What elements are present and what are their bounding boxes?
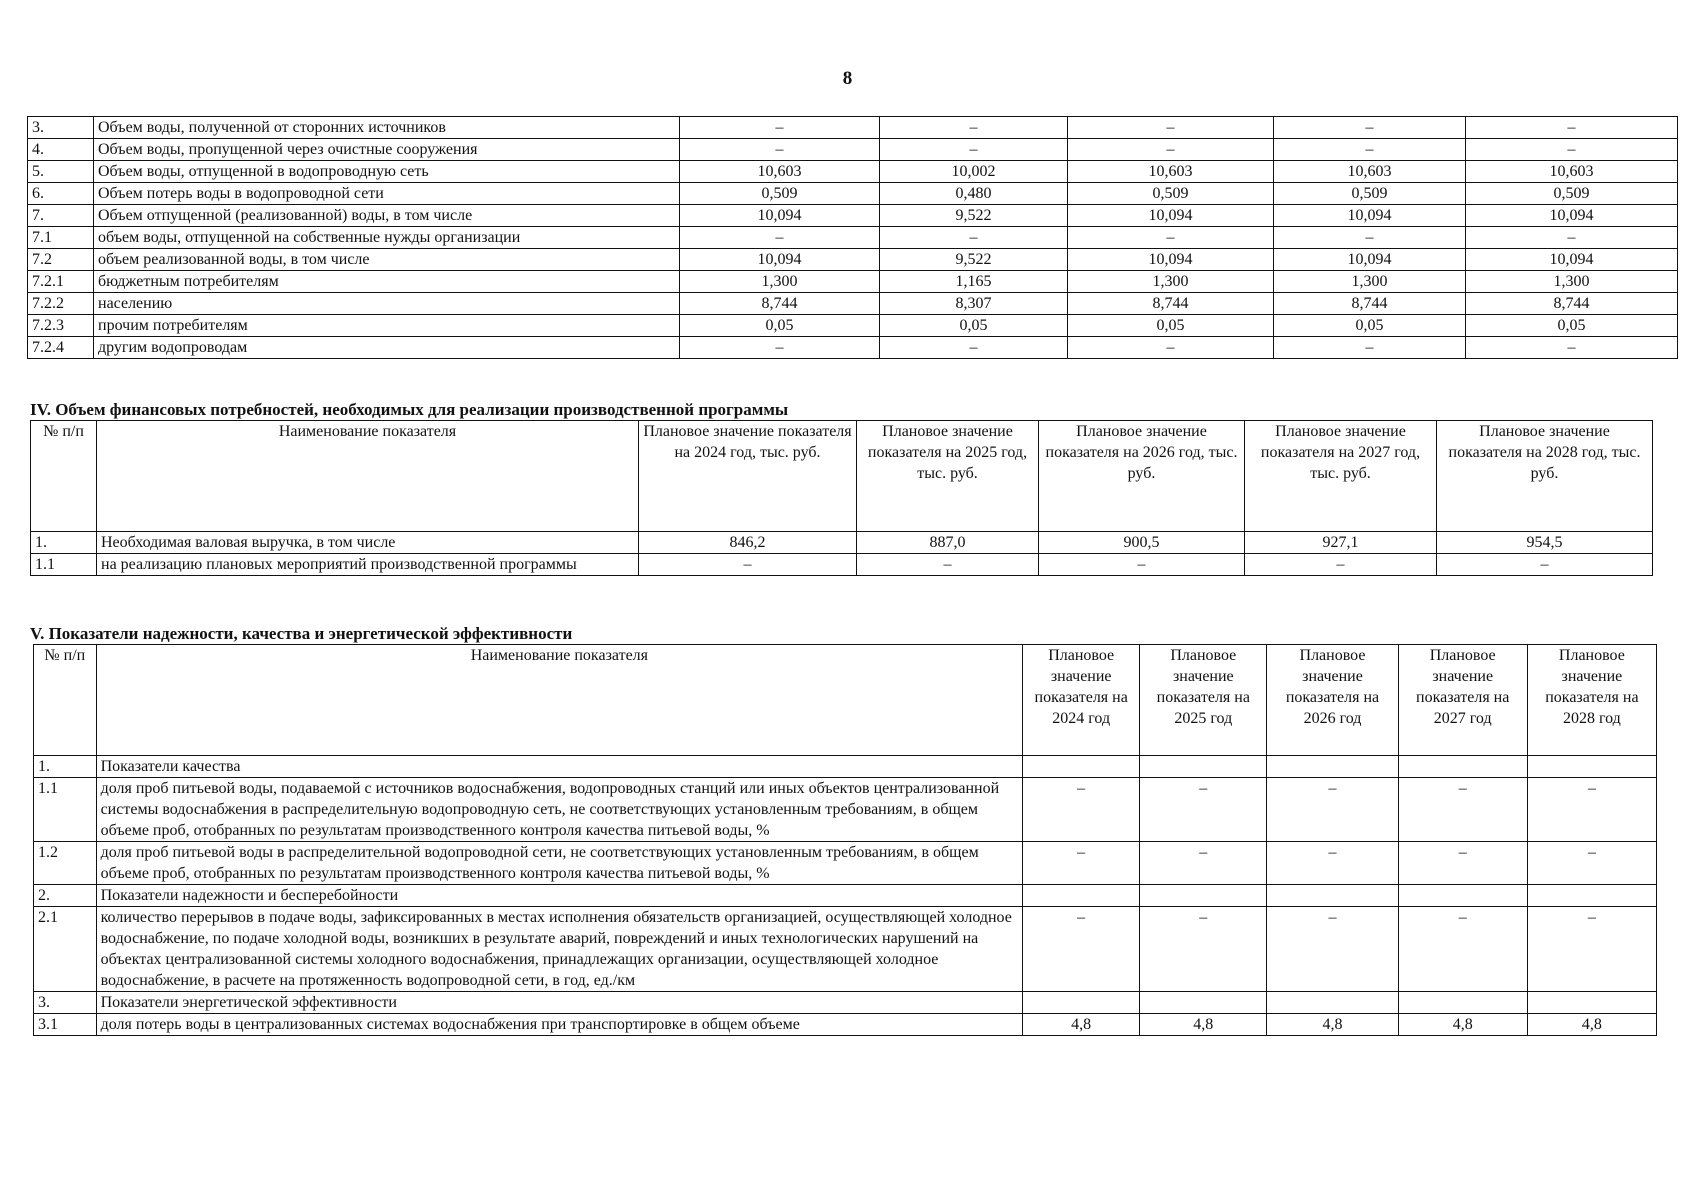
value-cell: –	[1527, 842, 1656, 885]
value-cell: 1,300	[1274, 271, 1466, 293]
value-cell: –	[1039, 554, 1245, 576]
value-cell: 0,05	[880, 315, 1068, 337]
value-cell: 0,480	[880, 183, 1068, 205]
value-cell: 10,094	[1068, 249, 1274, 271]
value-cell: 8,744	[1068, 293, 1274, 315]
row-number: 1.2	[34, 842, 97, 885]
value-cell: –	[857, 554, 1039, 576]
value-cell: –	[1527, 907, 1656, 992]
value-cell: 10,603	[1068, 161, 1274, 183]
value-cell: –	[680, 117, 880, 139]
value-cell	[1267, 885, 1398, 907]
value-cell: –	[1398, 778, 1527, 842]
column-header-2027: Плановое значение показателя на 2027 год, тыс. руб.	[1245, 421, 1437, 532]
row-name: Показатели надежности и бесперебойности	[96, 885, 1023, 907]
table-row	[34, 907, 1657, 992]
value-cell: 927,1	[1245, 532, 1437, 554]
value-cell: 10,094	[1068, 205, 1274, 227]
table-row	[28, 337, 1678, 359]
value-cell: –	[1023, 778, 1140, 842]
row-number: 7.1	[28, 227, 94, 249]
row-number: 7.2	[28, 249, 94, 271]
column-header-2025: Плановое значение показателя на 2025 год	[1140, 645, 1267, 756]
value-cell: –	[1437, 554, 1653, 576]
value-cell	[1140, 756, 1267, 778]
value-cell: 10,603	[1466, 161, 1678, 183]
value-cell	[1267, 992, 1398, 1014]
value-cell: 4,8	[1023, 1014, 1140, 1036]
row-number: 1.1	[34, 778, 97, 842]
value-cell: –	[1023, 907, 1140, 992]
table-row	[34, 1014, 1657, 1036]
value-cell	[1527, 756, 1656, 778]
value-cell: –	[880, 117, 1068, 139]
value-cell: –	[1267, 842, 1398, 885]
value-cell: –	[680, 139, 880, 161]
value-cell: –	[1068, 139, 1274, 161]
value-cell: 0,509	[1068, 183, 1274, 205]
table-row	[31, 532, 1653, 554]
row-name: на реализацию плановых мероприятий производственной программы	[97, 554, 639, 576]
value-cell: 0,05	[1068, 315, 1274, 337]
value-cell: –	[1140, 778, 1267, 842]
row-number: 3.	[28, 117, 94, 139]
value-cell: 887,0	[857, 532, 1039, 554]
table-row	[28, 293, 1678, 315]
value-cell: 4,8	[1527, 1014, 1656, 1036]
column-header-2028: Плановое значение показателя на 2028 год	[1527, 645, 1656, 756]
column-header-name: Наименование показателя	[97, 421, 639, 532]
table-row	[28, 227, 1678, 249]
value-cell: 0,509	[680, 183, 880, 205]
row-name: Объем воды, отпущенной в водопроводную сеть	[94, 161, 680, 183]
row-name: прочим потребителям	[94, 315, 680, 337]
value-cell	[1527, 992, 1656, 1014]
column-header-2027: Плановое значение показателя на 2027 год	[1398, 645, 1527, 756]
row-name: Показатели качества	[96, 756, 1023, 778]
table-row	[28, 271, 1678, 293]
column-header-2028: Плановое значение показателя на 2028 год, тыс. руб.	[1437, 421, 1653, 532]
value-cell: 10,094	[1466, 249, 1678, 271]
value-cell	[1527, 885, 1656, 907]
value-cell: –	[1267, 778, 1398, 842]
value-cell: –	[1466, 139, 1678, 161]
table-row	[34, 778, 1657, 842]
row-number: 4.	[28, 139, 94, 161]
row-number: 2.1	[34, 907, 97, 992]
row-name: количество перерывов в подаче воды, зафиксированных в местах исполнения обязательств организацией, осуществляющей холодное водоснабжение, по подаче холодной воды, возникших в результате аварий, повреждений и иных технологических нарушений на объектах централизованной системы холодного водоснабжения, принадлежащих организации, осуществляющей холодное водоснабжение, в расчете на протяженность водопроводной сети, в год, ед./км	[96, 907, 1023, 992]
value-cell: 954,5	[1437, 532, 1653, 554]
value-cell: 8,744	[680, 293, 880, 315]
value-cell: –	[1140, 842, 1267, 885]
row-name: Объем потерь воды в водопроводной сети	[94, 183, 680, 205]
value-cell: –	[880, 337, 1068, 359]
value-cell: 8,307	[880, 293, 1068, 315]
value-cell	[1023, 992, 1140, 1014]
value-cell: –	[1274, 139, 1466, 161]
value-cell: 8,744	[1466, 293, 1678, 315]
row-name: другим водопроводам	[94, 337, 680, 359]
column-header-number: № п/п	[31, 421, 97, 532]
value-cell: 9,522	[880, 205, 1068, 227]
row-name: бюджетным потребителям	[94, 271, 680, 293]
value-cell	[1267, 756, 1398, 778]
value-cell: –	[1466, 227, 1678, 249]
table-row	[28, 315, 1678, 337]
value-cell: 1,300	[1466, 271, 1678, 293]
row-name: объем воды, отпущенной на собственные нужды организации	[94, 227, 680, 249]
value-cell: 10,603	[680, 161, 880, 183]
table-row	[28, 205, 1678, 227]
column-header-2026: Плановое значение показателя на 2026 год	[1267, 645, 1398, 756]
table-row	[28, 161, 1678, 183]
reliability-quality-table	[33, 644, 1657, 1036]
row-number: 5.	[28, 161, 94, 183]
value-cell: –	[880, 139, 1068, 161]
value-cell: –	[1267, 907, 1398, 992]
value-cell: 1,165	[880, 271, 1068, 293]
table-row	[34, 756, 1657, 778]
table-row	[34, 842, 1657, 885]
value-cell: –	[1023, 842, 1140, 885]
row-name: объем реализованной воды, в том числе	[94, 249, 680, 271]
value-cell: 10,094	[1274, 205, 1466, 227]
value-cell: –	[639, 554, 857, 576]
column-header-2024: Плановое значение показателя на 2024 год	[1023, 645, 1140, 756]
value-cell: 10,603	[1274, 161, 1466, 183]
value-cell: 10,094	[1274, 249, 1466, 271]
value-cell	[1140, 885, 1267, 907]
value-cell: –	[1068, 117, 1274, 139]
value-cell: –	[1140, 907, 1267, 992]
row-number: 7.2.2	[28, 293, 94, 315]
value-cell: –	[1466, 117, 1678, 139]
row-number: 1.	[34, 756, 97, 778]
value-cell: 0,05	[1466, 315, 1678, 337]
column-header-2024: Плановое значение показателя на 2024 год, тыс. руб.	[639, 421, 857, 532]
value-cell	[1023, 756, 1140, 778]
value-cell: 1,300	[1068, 271, 1274, 293]
value-cell: –	[680, 337, 880, 359]
row-number: 7.2.3	[28, 315, 94, 337]
value-cell: –	[1245, 554, 1437, 576]
table-row	[28, 183, 1678, 205]
row-number: 1.1	[31, 554, 97, 576]
row-number: 6.	[28, 183, 94, 205]
value-cell: 846,2	[639, 532, 857, 554]
value-cell	[1398, 756, 1527, 778]
table-row	[28, 249, 1678, 271]
value-cell: 900,5	[1039, 532, 1245, 554]
value-cell: –	[680, 227, 880, 249]
value-cell: 9,522	[880, 249, 1068, 271]
table-row	[34, 992, 1657, 1014]
row-name: Объем воды, пропущенной через очистные сооружения	[94, 139, 680, 161]
value-cell: –	[1466, 337, 1678, 359]
value-cell: 10,002	[880, 161, 1068, 183]
row-number: 7.2.4	[28, 337, 94, 359]
column-header-number: № п/п	[34, 645, 97, 756]
value-cell: 0,05	[1274, 315, 1466, 337]
value-cell: –	[1398, 842, 1527, 885]
value-cell: 10,094	[680, 205, 880, 227]
row-name: доля проб питьевой воды, подаваемой с источников водоснабжения, водопроводных станций или иных объектов централизованной системы водоснабжения в распределительную водопроводную сеть, не соответствующих установленным требованиям, в общем объеме проб, отобранных по результатам производственного контроля качества питьевой воды, %	[96, 778, 1023, 842]
value-cell: 10,094	[1466, 205, 1678, 227]
row-name: доля потерь воды в централизованных системах водоснабжения при транспортировке в общем объеме	[96, 1014, 1023, 1036]
table-row	[34, 885, 1657, 907]
row-number: 3.1	[34, 1014, 97, 1036]
column-header-name: Наименование показателя	[96, 645, 1023, 756]
value-cell: 8,744	[1274, 293, 1466, 315]
value-cell: –	[1398, 907, 1527, 992]
row-number: 7.2.1	[28, 271, 94, 293]
table-row	[31, 554, 1653, 576]
row-number: 2.	[34, 885, 97, 907]
value-cell: 4,8	[1267, 1014, 1398, 1036]
value-cell: 4,8	[1398, 1014, 1527, 1036]
row-number: 1.	[31, 532, 97, 554]
table-row	[28, 117, 1678, 139]
value-cell: –	[1068, 337, 1274, 359]
row-number: 3.	[34, 992, 97, 1014]
financial-needs-table	[30, 420, 1653, 576]
value-cell	[1140, 992, 1267, 1014]
row-name: Объем воды, полученной от сторонних источников	[94, 117, 680, 139]
value-cell: –	[1274, 117, 1466, 139]
column-header-2025: Плановое значение показателя на 2025 год, тыс. руб.	[857, 421, 1039, 532]
value-cell	[1398, 992, 1527, 1014]
value-cell: 0,05	[680, 315, 880, 337]
value-cell	[1023, 885, 1140, 907]
section-4-title: IV. Объем финансовых потребностей, необходимых для реализации производственной программы	[30, 400, 789, 419]
row-name: доля проб питьевой воды в распределительной водопроводной сети, не соответствующих установленным требованиям, в общем объеме проб, отобранных по результатам производственного контроля качества питьевой воды, %	[96, 842, 1023, 885]
value-cell: 0,509	[1274, 183, 1466, 205]
page-number: 8	[842, 68, 853, 89]
column-header-2026: Плановое значение показателя на 2026 год, тыс. руб.	[1039, 421, 1245, 532]
row-number: 7.	[28, 205, 94, 227]
value-cell	[1398, 885, 1527, 907]
table-row	[28, 139, 1678, 161]
value-cell: 4,8	[1140, 1014, 1267, 1036]
value-cell: –	[1274, 227, 1466, 249]
row-name: Показатели энергетической эффективности	[96, 992, 1023, 1014]
value-cell: 10,094	[680, 249, 880, 271]
row-name: населению	[94, 293, 680, 315]
section-5-title: V. Показатели надежности, качества и энергетической эффективности	[30, 624, 573, 643]
value-cell: 0,509	[1466, 183, 1678, 205]
row-name: Объем отпущенной (реализованной) воды, в том числе	[94, 205, 680, 227]
value-cell: –	[1068, 227, 1274, 249]
water-volume-table	[27, 116, 1678, 359]
row-name: Необходимая валовая выручка, в том числе	[97, 532, 639, 554]
value-cell: –	[1527, 778, 1656, 842]
value-cell: –	[880, 227, 1068, 249]
value-cell: –	[1274, 337, 1466, 359]
value-cell: 1,300	[680, 271, 880, 293]
